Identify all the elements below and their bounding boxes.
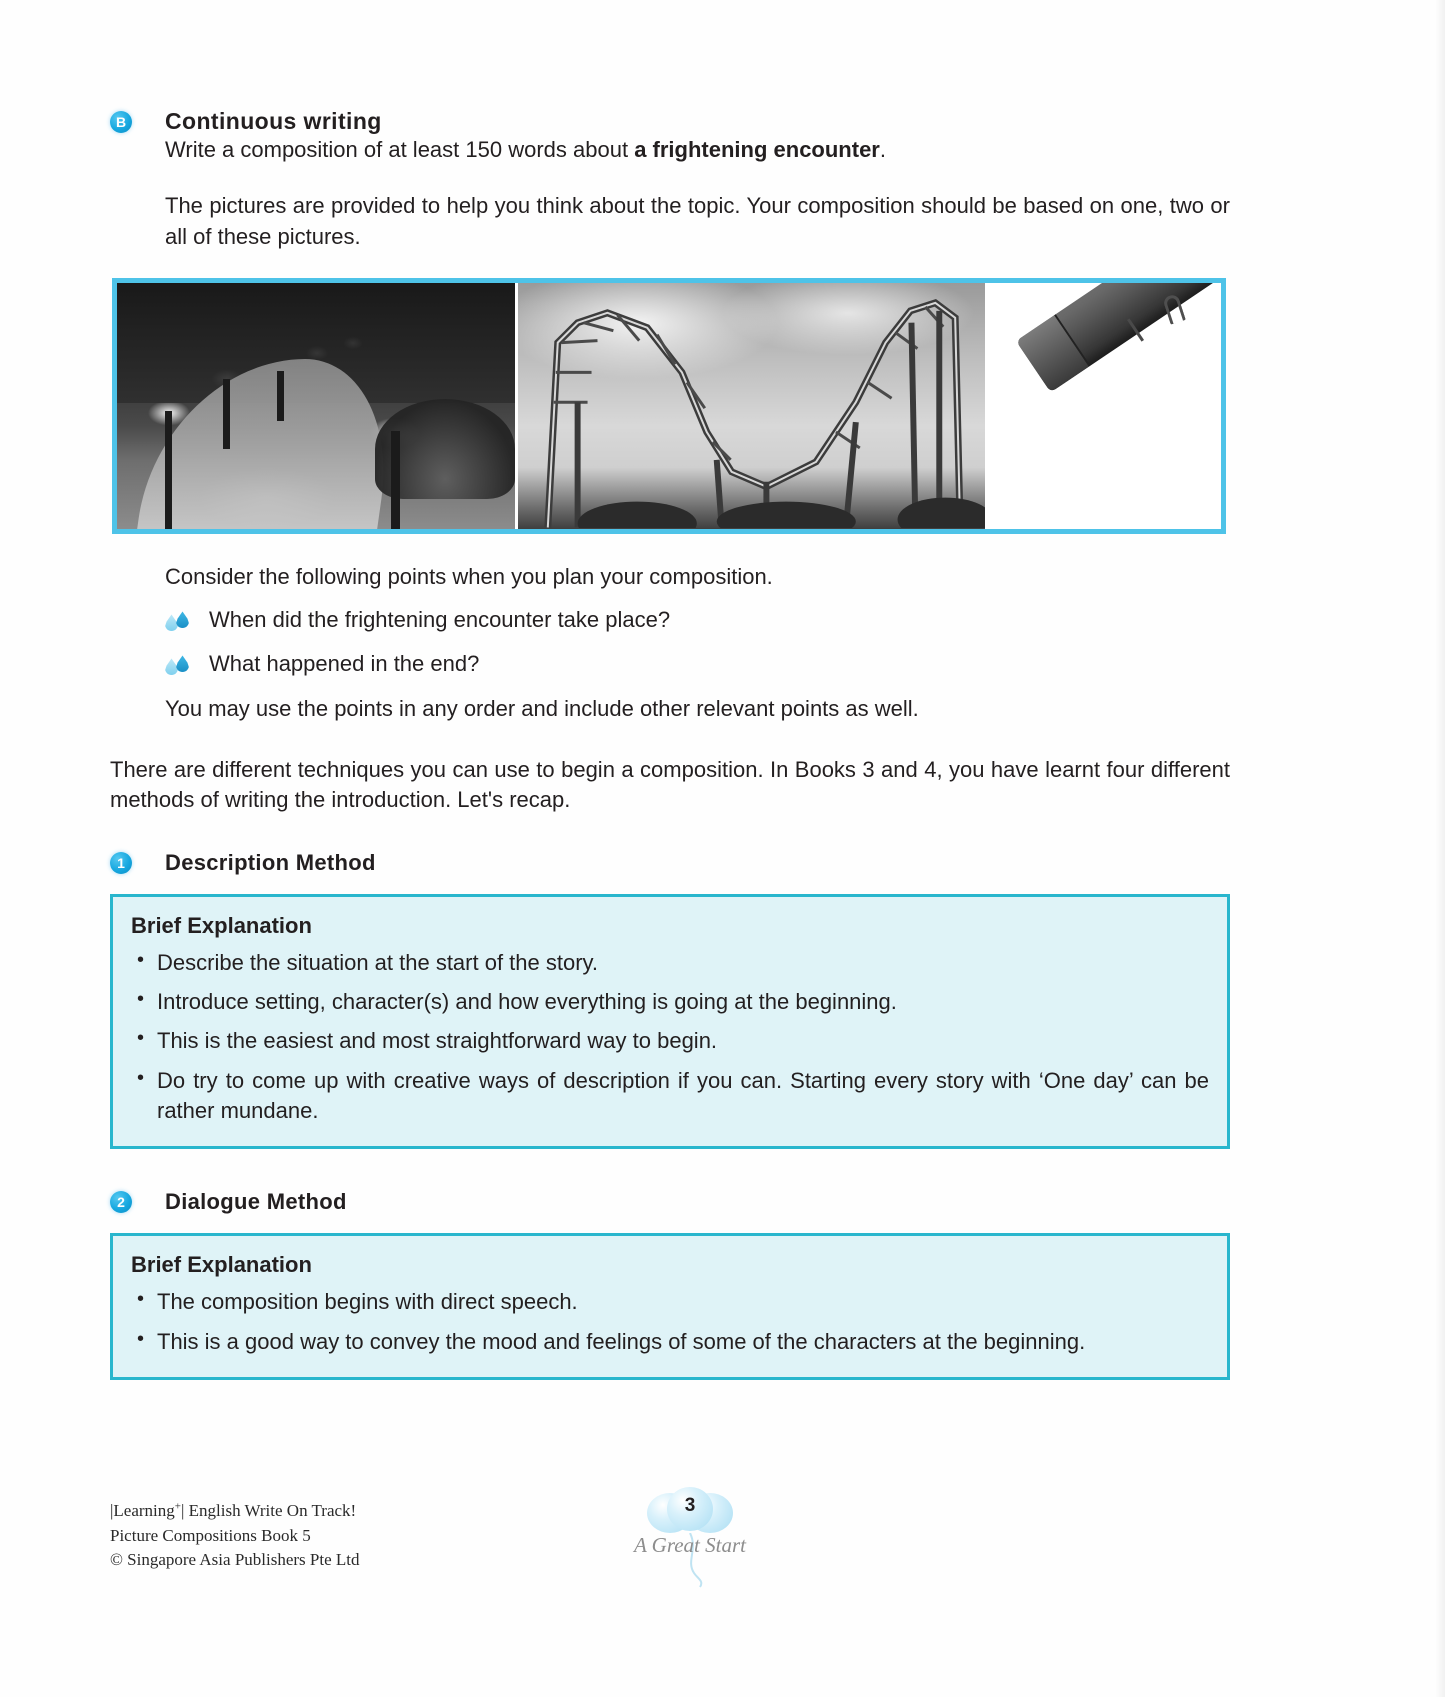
section-badge-b: B: [110, 111, 132, 133]
lamp-post-icon: [277, 371, 284, 421]
brief-explanation-title: Brief Explanation: [131, 1252, 312, 1278]
imprint-block: [110, 1499, 360, 1573]
list-item: • Introduce setting, character(s) and how everything is going at the beginning.: [131, 987, 1209, 1017]
method-badge-2: 2: [110, 1191, 132, 1213]
section-title: Continuous writing: [165, 108, 382, 134]
section-heading-continuous-writing: [110, 108, 1230, 135]
consider-lead: Consider the following points when you plan your composition.: [165, 564, 773, 590]
brief-explanation-list: [131, 948, 1209, 1127]
imprint-line-2: Picture Compositions Book 5: [110, 1525, 311, 1545]
brief-explanation-list: [131, 1287, 1209, 1357]
page-number-balloon: [590, 1487, 790, 1597]
lamp-post-icon: [165, 411, 172, 529]
roller-coaster-photo: [515, 283, 985, 529]
instruction-post: .: [879, 137, 886, 162]
method-badge-1: 1: [110, 852, 132, 874]
imprint-line-3: © Singapore Asia Publishers Pte Ltd: [110, 1550, 360, 1570]
brief-explanation-box-dialogue: [110, 1233, 1230, 1380]
method-heading-description: [110, 850, 1230, 880]
brief-explanation-title: Brief Explanation: [131, 912, 312, 938]
night-park-path-photo: [117, 283, 515, 529]
page-footer: [110, 1495, 1340, 1589]
instruction-pre: Write a composition of at least 150 words about: [165, 137, 635, 162]
page-edge-shadow: [1435, 0, 1445, 1697]
consider-point-label: When did the frightening encounter take place?: [209, 607, 671, 633]
imprint-pre: |Learning: [110, 1501, 175, 1520]
method-heading-dialogue: [110, 1189, 1230, 1219]
picture-strip: [112, 278, 1226, 534]
list-item: [165, 606, 1230, 636]
section-body: [165, 135, 1230, 252]
pictures-note: The pictures are provided to help you think about the topic. Your composition should be based on one, two or all of these pictures.: [165, 193, 1230, 249]
method-title: Description Method: [165, 849, 376, 875]
instruction-line: [165, 135, 1230, 165]
consider-closing: You may use the points in any order and include other relevant points as well.: [165, 696, 919, 722]
list-item: • Describe the situation at the start of the story.: [131, 948, 1209, 978]
brief-explanation-box-description: [110, 894, 1230, 1150]
consider-point-label: What happened in the end?: [209, 651, 480, 677]
lamp-post-icon: [223, 379, 230, 449]
pencil-case-body: [1016, 283, 1218, 392]
page-number: 3: [684, 1495, 696, 1516]
list-item: • Do try to come up with creative ways of description if you can. Starting every story with ‘One day’ can be rather mundane.: [131, 1066, 1209, 1127]
method-title: Dialogue Method: [165, 1189, 347, 1215]
recap-paragraph: There are different techniques you can use to begin a composition. In Books 3 and 4, you have learnt four different methods of writing the introduction. Let's recap.: [110, 756, 1230, 813]
imprint-superscript: +: [174, 1500, 181, 1513]
list-item: • The composition begins with direct speech.: [131, 1287, 1209, 1317]
list-item: [165, 650, 1230, 680]
water-droplet-icon: [165, 652, 191, 680]
balloon-icon: [647, 1487, 733, 1539]
instruction-topic: a frightening encounter: [634, 137, 880, 162]
page-content: [110, 108, 1230, 1380]
imprint-line-1: [110, 1499, 360, 1524]
lamp-post-icon: [391, 431, 400, 529]
list-item: • This is a good way to convey the mood and feelings of some of the characters at the beginning.: [131, 1327, 1209, 1357]
consider-block: [165, 562, 1230, 725]
footer-tagline: A Great Start: [633, 1533, 746, 1557]
pencil-case-photo: [985, 283, 1218, 529]
coaster-track-icon: [518, 283, 985, 527]
water-droplet-icon: [165, 608, 191, 636]
list-item: • This is the easiest and most straightforward way to begin.: [131, 1026, 1209, 1056]
imprint-post: | English Write On Track!: [180, 1501, 357, 1520]
